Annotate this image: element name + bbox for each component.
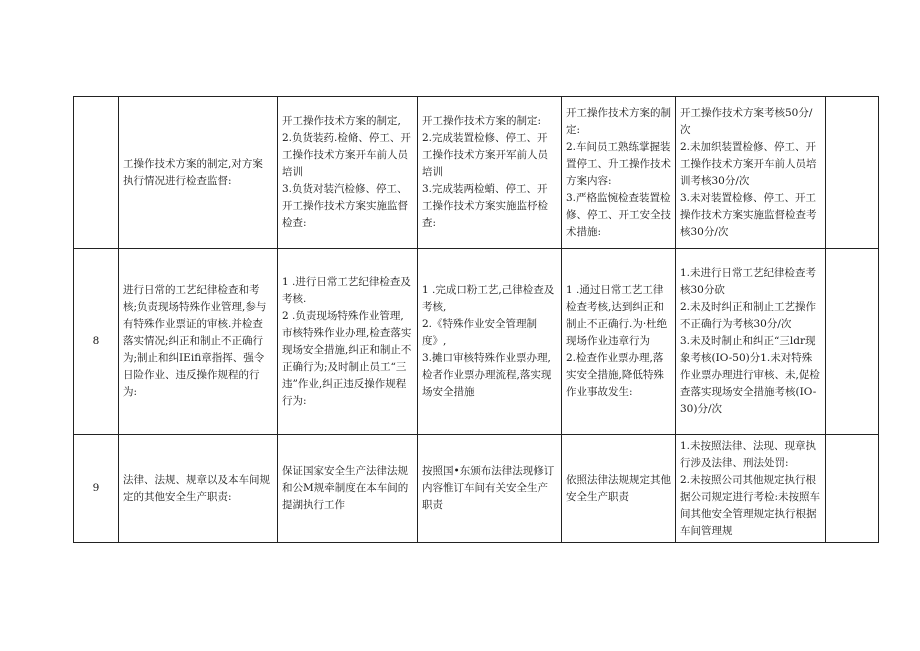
cell-line: 1 .进行日常工艺纪律检查及考核. <box>282 275 411 305</box>
cell-line: 2.未及时纠正和制止工艺操作不正确行为考核30分/次 <box>680 301 817 330</box>
task-cell <box>278 249 418 435</box>
duty-cell <box>119 249 278 435</box>
remark-cell <box>826 97 879 249</box>
cell-line: 2.负货装药.检脩、停工、开工操作技术方案开车前人员培训 <box>282 132 411 178</box>
duty-cell <box>119 97 278 249</box>
cell-line: 2.完成装置检修、停工、开工操作技术方案开军前人员培训 <box>422 132 548 178</box>
cell-line: 2.车间员工熟练掌握装置停工、升工操作技术方案内容: <box>566 140 671 187</box>
goal-cell <box>562 249 676 435</box>
remark-cell <box>826 249 879 435</box>
cell-line: 3.严格监惋检查装置检修、停工、开工安全技术措施: <box>566 191 671 238</box>
cell-line: 开工操作技术方案的制定, <box>282 115 401 127</box>
task-cell <box>278 435 418 543</box>
cell-line: 按照国•东颁布法律法现修订内容惟订车间有关安全生产职责 <box>422 465 555 511</box>
cell-line: 2.未按照公司其他规定执行根据公司规定进行考检:未按照车间其他安全管理规定执行根据车间管理规 <box>680 473 821 537</box>
remark-cell <box>826 435 879 543</box>
duty-text: 工操作技术方案的制定,对方案执行情况进行检查监督: <box>123 157 263 187</box>
cell-line: 开工操作技术方案的制定: <box>566 106 671 136</box>
cell-line: 1.未按照法律、法现、现章执行涉及法律、刑法处罚: <box>680 439 817 469</box>
table-row <box>74 435 879 543</box>
cell-line: 开工操作技术方案考核50分/次 <box>680 106 813 136</box>
cell-line: 依照法律法规规定其他安全生产职责 <box>566 473 671 503</box>
goal-cell <box>562 97 676 249</box>
duty-text: 法律、法规、规章以及本车间规定的其他安全生产职责: <box>123 473 270 503</box>
row-number: 8 <box>74 249 119 435</box>
cell-line: 3.完成装两检蛸、停工、开工操作技术方案实施监杼检查: <box>422 183 548 229</box>
assessment-cell <box>676 249 826 435</box>
standard-cell <box>418 249 562 435</box>
cell-line: 保证国家安全生产法律法规和公M规牵制度在本车间的提湖执行工作 <box>282 465 409 511</box>
task-cell <box>278 97 418 249</box>
cell-line: 1 .通过日常工艺工律检查考核,达到纠正和制止不正确行.为·杜绝现场作业违章行为 <box>566 284 668 347</box>
cell-line: 3.未对装置检修、停工、开工操作技术方案实施监督检查考核30分/次 <box>680 191 817 238</box>
cell-line: 2.《特殊作业安全管理制度》, <box>422 318 538 347</box>
table-row <box>74 97 879 249</box>
standard-cell <box>418 435 562 543</box>
cell-line: 2 .负责现场特殊作业管理,市核特殊作业办理,检查落实现场安全措施,纠正和制止不正确行为;及时制止员工“三违”作业,纠正违反操作规程行为: <box>282 309 412 407</box>
goal-cell <box>562 435 676 543</box>
cell-line: 2.未加织装置检修、停工、开工操作技术方案开车前人员培训考核30分/次 <box>680 140 817 187</box>
duty-cell <box>119 435 278 543</box>
cell-line: 2.检查作业票办理,落实安全措施,降低特殊作业事故发生: <box>566 352 664 398</box>
cell-line: 3.负货对装汽检修、停工、开工操作技术方案实施监督检查: <box>282 183 408 229</box>
row-number: 9 <box>74 435 119 543</box>
duty-text: 进行日常的工艺纪律检查和考核;负责现场特殊作业管理,参与有特殊作业票证的审核.并检查落实情况;纠正和制止不正确行为;制止和纠IEifi章指挥、强令日险作业、违反操作规程的行为: <box>123 284 267 398</box>
table-row <box>74 249 879 435</box>
assessment-cell <box>676 97 826 249</box>
row-number <box>74 97 119 249</box>
cell-line: 3.未及时制止和纠正“三ldr现象考核(IO-50)分1.未对特殊作业票办理进行审核、未,促检查落实现场安全措施考核(IO-30)分/次 <box>680 335 820 415</box>
responsibility-table <box>73 96 879 543</box>
cell-line: 开工操作技术方案的制定: <box>422 115 542 127</box>
cell-line: 3.摊口审核特殊作业票办理,检者作业票办理流程,落实现场安全措施 <box>422 352 552 398</box>
cell-line: 1.未进行日常工艺纪律检查考核30分砍 <box>680 267 817 296</box>
standard-cell <box>418 97 562 249</box>
assessment-cell <box>676 435 826 543</box>
cell-line: 1 .完成口粉工艺,己律检查及考核, <box>422 284 555 313</box>
